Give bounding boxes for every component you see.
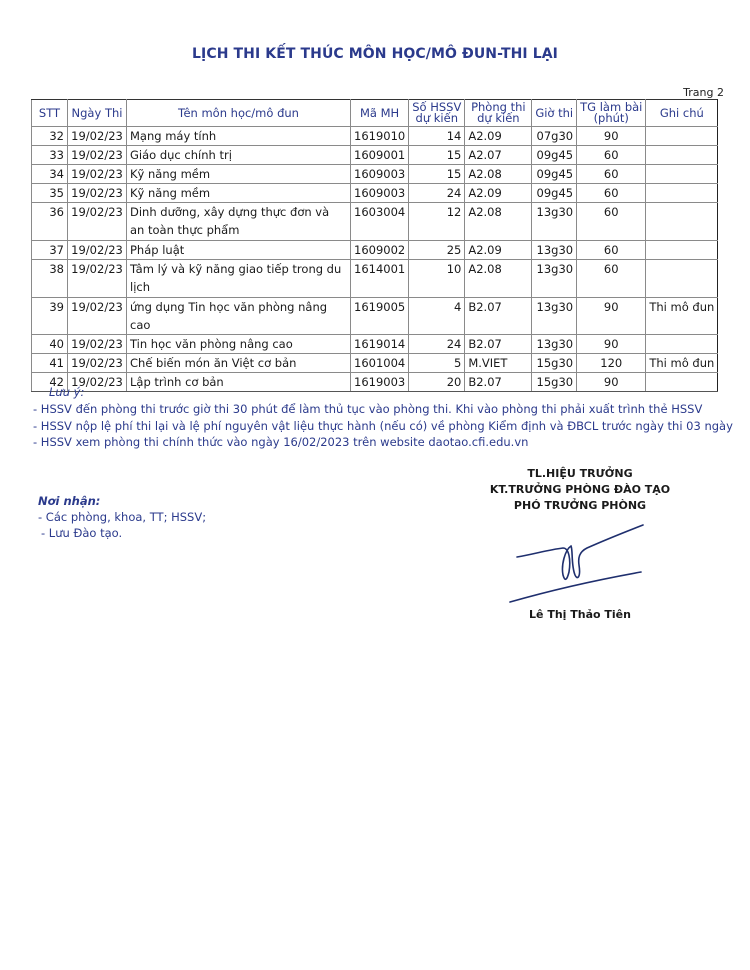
document-title: LỊCH THI KẾT THÚC MÔN HỌC/MÔ ĐUN-THI LẠI [192,46,558,62]
cell-duration: 120 [577,354,646,373]
header-duration-line1: TG làm bài [580,100,643,114]
header-code: Mã MH [351,100,409,127]
cell-note [646,260,718,298]
cell-date: 19/02/23 [68,127,127,146]
cell-note [646,127,718,146]
cell-note: Thi mô đun [646,298,718,335]
cell-code: 1609001 [351,146,409,165]
cell-duration: 90 [577,373,646,392]
table-row [32,165,718,184]
cell-time: 15g30 [532,354,577,373]
cell-stt: 38 [32,260,68,298]
cell-duration: 60 [577,184,646,203]
cell-time: 09g45 [532,165,577,184]
note-line: - HSSV đến phòng thi trước giờ thi 30 phút để làm thủ tục vào phòng thi. Khi vào phòng thi phải xuất trình thẻ HSSV [33,402,703,416]
cell-room: M.VIET [465,354,532,373]
cell-time: 09g45 [532,146,577,165]
cell-duration: 60 [577,165,646,184]
cell-note: Thi mô đun [646,354,718,373]
signer-name: Lê Thị Thảo Tiên [529,608,631,621]
cell-note [646,184,718,203]
cell-note [646,335,718,354]
header-students [409,100,465,127]
cell-date: 19/02/23 [68,354,127,373]
header-subject: Tên môn học/mô đun [127,100,351,127]
cell-students: 25 [409,241,465,260]
cell-stt: 35 [32,184,68,203]
cell-date: 19/02/23 [68,260,127,298]
cell-date: 19/02/23 [68,241,127,260]
cell-subject: Dinh dưỡng, xây dựng thực đơn và an toàn thực phẩm [127,203,351,241]
header-duration [577,100,646,127]
cell-code: 1619010 [351,127,409,146]
cell-code: 1609003 [351,184,409,203]
cell-students: 15 [409,165,465,184]
cell-students: 10 [409,260,465,298]
header-date: Ngày Thi [68,100,127,127]
recipient-line: - Lưu Đào tạo. [41,526,123,540]
cell-subject: ứng dụng Tin học văn phòng nâng cao [127,298,351,335]
cell-stt: 34 [32,165,68,184]
cell-time: 13g30 [532,203,577,241]
cell-date: 19/02/23 [68,373,127,392]
cell-room: A2.08 [465,203,532,241]
cell-code: 1609002 [351,241,409,260]
cell-duration: 60 [577,260,646,298]
cell-room: A2.08 [465,165,532,184]
signature-title-line: PHÓ TRƯỞNG PHÒNG [513,499,647,512]
cell-duration: 90 [577,298,646,335]
table-row [32,184,718,203]
cell-students: 24 [409,335,465,354]
cell-code: 1609003 [351,165,409,184]
cell-code: 1619005 [351,298,409,335]
cell-students: 4 [409,298,465,335]
cell-duration: 60 [577,146,646,165]
cell-room: A2.09 [465,127,532,146]
cell-subject: Kỹ năng mềm [127,165,351,184]
table-row [32,127,718,146]
table-row [32,203,718,241]
header-students-line2: dự kiến [415,111,458,125]
cell-date: 19/02/23 [68,298,127,335]
cell-room: A2.08 [465,260,532,298]
cell-stt: 33 [32,146,68,165]
header-room-line1: Phòng thi [471,100,526,114]
page-number: Trang 2 [683,86,724,99]
notes-label: Lưu ý: [49,385,85,399]
cell-time: 09g45 [532,184,577,203]
cell-code: 1603004 [351,203,409,241]
table-row [32,335,718,354]
cell-stt: 37 [32,241,68,260]
cell-room: B2.07 [465,373,532,392]
header-time: Giờ thi [532,100,577,127]
cell-duration: 60 [577,241,646,260]
cell-stt: 32 [32,127,68,146]
cell-date: 19/02/23 [68,146,127,165]
cell-subject: Mạng máy tính [127,127,351,146]
cell-room: B2.07 [465,298,532,335]
cell-time: 13g30 [532,241,577,260]
cell-date: 19/02/23 [68,165,127,184]
header-room [465,100,532,127]
cell-students: 12 [409,203,465,241]
table-row [32,241,718,260]
header-room-line2: dự kiến [477,111,520,125]
table-row [32,354,718,373]
cell-subject: Lập trình cơ bản [127,373,351,392]
signature-block [440,466,720,514]
cell-students: 14 [409,127,465,146]
cell-duration: 60 [577,203,646,241]
cell-time: 13g30 [532,335,577,354]
exam-schedule-table [31,99,718,392]
cell-code: 1614001 [351,260,409,298]
cell-subject: Tin học văn phòng nâng cao [127,335,351,354]
cell-note [646,165,718,184]
cell-duration: 90 [577,127,646,146]
recipients-section [38,493,206,541]
handwritten-signature-icon [505,520,645,610]
notes-section [33,384,733,451]
note-line: - HSSV nộp lệ phí thi lại và lệ phí nguyên vật liệu thực hành (nếu có) về phòng Kiểm định và ĐBCL trước ngày thi 03 ngày [33,418,733,433]
cell-date: 19/02/23 [68,203,127,241]
cell-students: 5 [409,354,465,373]
cell-room: B2.07 [465,335,532,354]
cell-stt: 40 [32,335,68,354]
cell-students: 20 [409,373,465,392]
cell-duration: 90 [577,335,646,354]
cell-subject: Tâm lý và kỹ năng giao tiếp trong du lịch [127,260,351,298]
cell-subject: Pháp luật [127,241,351,260]
cell-subject: Kỹ năng mềm [127,184,351,203]
header-stt: STT [32,100,68,127]
cell-time: 15g30 [532,373,577,392]
cell-date: 19/02/23 [68,184,127,203]
cell-room: A2.09 [465,184,532,203]
cell-code: 1619014 [351,335,409,354]
cell-time: 13g30 [532,260,577,298]
cell-students: 24 [409,184,465,203]
cell-code: 1601004 [351,354,409,373]
header-duration-line2: (phút) [593,111,629,125]
signature-title-line: KT.TRƯỞNG PHÒNG ĐÀO TẠO [489,483,671,496]
cell-note [646,241,718,260]
cell-stt: 36 [32,203,68,241]
cell-subject: Chế biến món ăn Việt cơ bản [127,354,351,373]
table-row [32,298,718,335]
cell-note [646,146,718,165]
recipient-line: - Các phòng, khoa, TT; HSSV; [38,510,207,524]
cell-students: 15 [409,146,465,165]
header-students-line1: Số HSSV [412,100,462,114]
table-row [32,146,718,165]
header-note: Ghi chú [646,100,718,127]
cell-room: A2.09 [465,241,532,260]
signature-title-line: TL.HIỆU TRƯỞNG [527,467,633,480]
cell-time: 07g30 [532,127,577,146]
cell-stt: 42 [32,373,68,392]
cell-subject: Giáo dục chính trị [127,146,351,165]
note-line: - HSSV xem phòng thi chính thức vào ngày 16/02/2023 trên website daotao.cfi.edu.vn [33,435,529,449]
cell-code: 1619003 [351,373,409,392]
cell-note [646,203,718,241]
table-row [32,260,718,298]
cell-stt: 41 [32,354,68,373]
recipients-label: Nơi nhận: [38,494,101,508]
cell-room: A2.07 [465,146,532,165]
table-header-row [32,100,718,127]
cell-time: 13g30 [532,298,577,335]
cell-date: 19/02/23 [68,335,127,354]
cell-stt: 39 [32,298,68,335]
